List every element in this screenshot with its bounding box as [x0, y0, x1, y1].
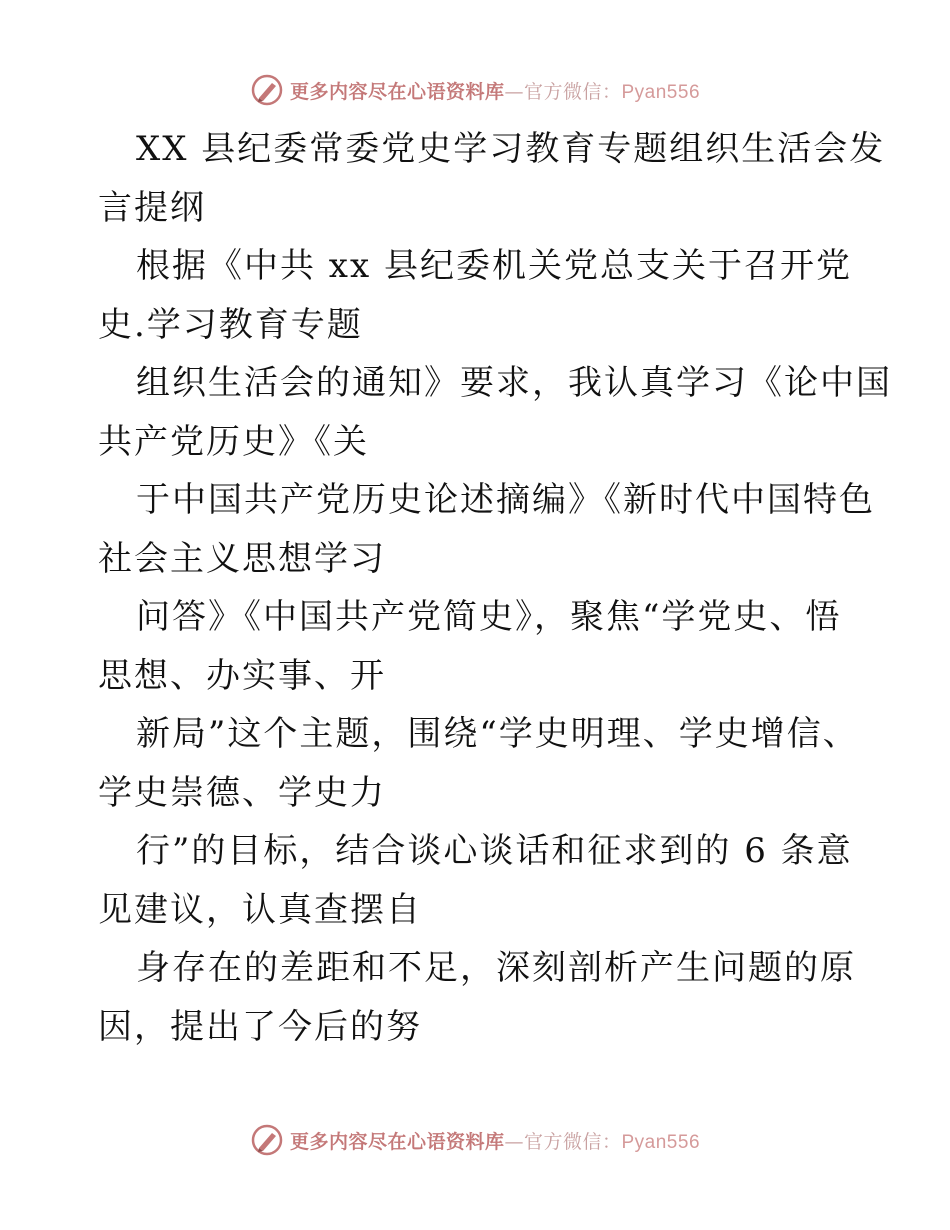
document-body — [98, 120, 892, 1056]
text-line: 言提纲 — [98, 187, 206, 228]
text-line: 新局”这个主题，围绕“学史明理、学史增信、 — [136, 714, 859, 754]
header-watermark — [0, 70, 950, 110]
pen-circle-logo-icon — [250, 73, 284, 107]
text-line: 共产党历史》《关 — [98, 421, 369, 462]
watermark-text: 更多内容尽在心语资料库—官方微信：Pyan556 — [289, 80, 701, 103]
text-line: 社会主义思想学习 — [98, 538, 386, 579]
text-line: 问答》《中国共产党简史》，聚焦“学党史、悟 — [136, 597, 842, 637]
text-line: 身存在的差距和不足，深刻剖析产生问题的原 — [136, 948, 856, 988]
text-line: 因，提出了今后的努 — [98, 1006, 422, 1047]
watermark-text: 更多内容尽在心语资料库—官方微信：Pyan556 — [289, 1130, 701, 1153]
text-line: 见建议，认真查摆自 — [98, 889, 422, 930]
text-line: 组织生活会的通知》要求，我认真学习《论中国 — [136, 363, 892, 403]
text-line: 思想、办实事、开 — [98, 655, 386, 696]
text-line: XX 县纪委常委党史学习教育专题组织生活会发 — [136, 129, 886, 169]
text-line: 学史崇德、学史力 — [98, 772, 386, 813]
text-line: 史.学习教育专题 — [98, 304, 363, 345]
text-line: 于中国共产党历史论述摘编》《新时代中国特色 — [136, 480, 875, 520]
text-line: 行”的目标，结合谈心谈话和征求到的 6 条意 — [136, 831, 853, 871]
pen-circle-logo-icon — [250, 1123, 284, 1157]
footer-watermark — [0, 1120, 950, 1160]
text-line: 根据《中共 xx 县纪委机关党总支关于召开党 — [136, 246, 852, 286]
